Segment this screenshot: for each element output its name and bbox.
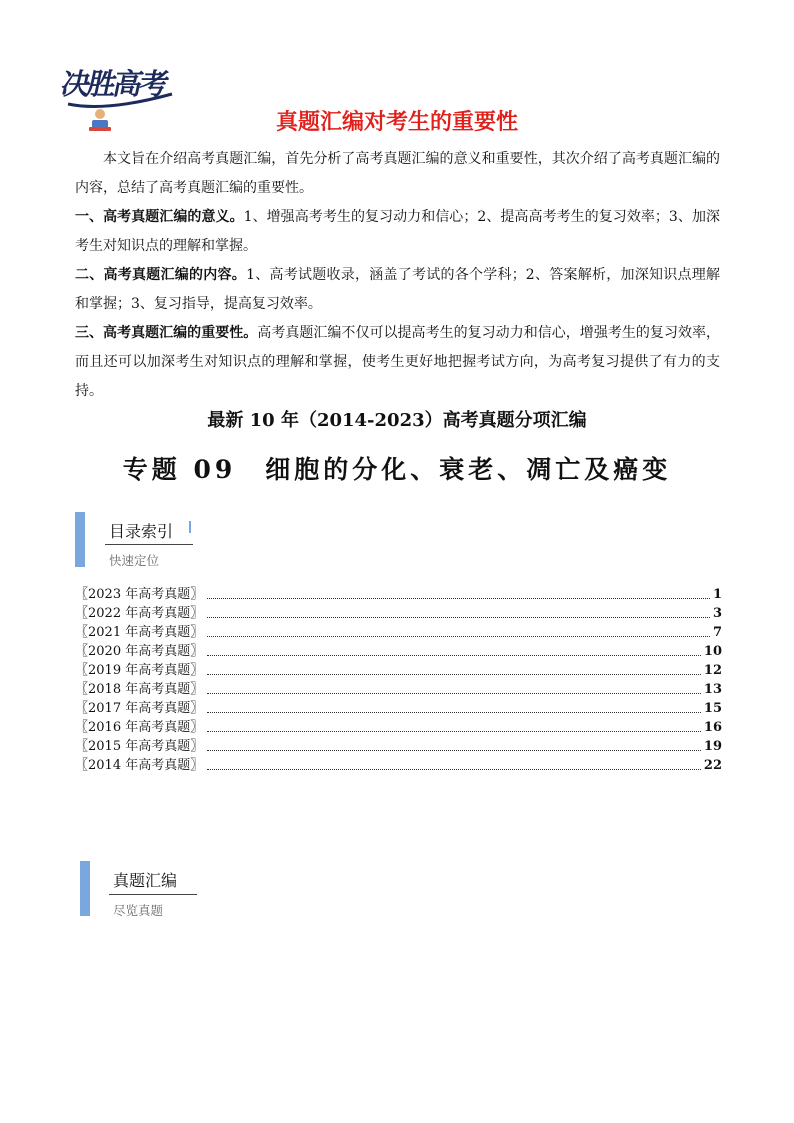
toc-page: 16 <box>703 720 722 735</box>
toc-page: 22 <box>703 758 722 773</box>
section-body-3: 高考真题汇编不仅可以提高考生的复习动力和信心，增强考生的复习效率，而且还可以加深考生对知识点的理解和掌握，使考生更好地把握考试方向，为高考复习提供了有力的支持。 <box>75 325 721 399</box>
toc-leader <box>207 673 701 675</box>
section-heading-3: 三、高考真题汇编的重要性。 <box>75 325 258 341</box>
toc-section-divider <box>105 544 193 545</box>
toc-page: 12 <box>703 663 722 678</box>
toc-leader <box>207 692 701 694</box>
toc-page: 15 <box>703 701 722 716</box>
toc-leader <box>207 749 701 751</box>
toc-leader <box>207 730 701 732</box>
toc-label: 〖2016 年高考真题〗 <box>75 720 204 735</box>
toc-label: 〖2015 年高考真题〗 <box>75 739 204 754</box>
toc-row[interactable] <box>75 718 722 737</box>
toc-label: 〖2017 年高考真题〗 <box>75 701 204 716</box>
toc-label: 〖2020 年高考真题〗 <box>75 644 204 659</box>
toc-label: 〖2014 年高考真题〗 <box>75 758 204 773</box>
toc-leader <box>207 597 710 599</box>
toc-page: 3 <box>712 606 722 621</box>
main-title: 真题汇编对考生的重要性 <box>275 110 518 135</box>
toc-label: 〖2022 年高考真题〗 <box>75 606 204 621</box>
section-paragraph-3 <box>75 319 720 406</box>
toc-row[interactable] <box>75 642 722 661</box>
toc-section-header <box>75 512 205 567</box>
exam-section-heading: 真题汇编 <box>113 871 178 890</box>
intro-paragraph: 本文旨在介绍高考真题汇编，首先分析了高考真题汇编的意义和重要性，其次介绍了高考真题汇编的内容，总结了高考真题汇编的重要性。 <box>75 151 720 196</box>
toc-section-bar <box>75 512 85 567</box>
toc-label: 〖2023 年高考真题〗 <box>75 587 204 602</box>
topic-title: 专题 09 细胞的分化、衰老、凋亡及癌变 <box>122 455 672 484</box>
exam-section-sub: 尽览真题 <box>113 903 164 918</box>
toc-page: 13 <box>703 682 722 697</box>
toc-row[interactable] <box>75 623 722 642</box>
exam-section-divider <box>109 894 197 895</box>
section-paragraph-1 <box>75 203 720 261</box>
section-heading-2: 二、高考真题汇编的内容。 <box>75 267 247 283</box>
toc-label: 〖2021 年高考真题〗 <box>75 625 204 640</box>
toc-row[interactable] <box>75 661 722 680</box>
toc-section-sub: 快速定位 <box>109 553 160 568</box>
toc-label: 〖2018 年高考真题〗 <box>75 682 204 697</box>
toc-row[interactable] <box>75 737 722 756</box>
toc-leader <box>207 616 710 618</box>
section-heading-1: 一、高考真题汇编的意义。 <box>75 209 244 225</box>
toc-leader <box>207 711 701 713</box>
logo-text: 决胜高考 <box>58 67 170 101</box>
toc-leader <box>207 635 710 637</box>
toc-leader <box>207 654 701 656</box>
toc-row[interactable] <box>75 585 722 604</box>
toc-section-tick <box>189 521 191 533</box>
toc-section-heading: 目录索引 <box>109 522 174 541</box>
section-paragraph-2 <box>75 261 720 319</box>
toc-page: 1 <box>712 587 722 602</box>
toc-page: 10 <box>703 644 722 659</box>
toc-row[interactable] <box>75 604 722 623</box>
toc-row[interactable] <box>75 680 722 699</box>
toc-page: 19 <box>703 739 722 754</box>
toc-leader <box>207 768 701 770</box>
table-of-contents <box>75 585 722 775</box>
toc-page: 7 <box>712 625 722 640</box>
toc-row[interactable] <box>75 699 722 718</box>
toc-row[interactable] <box>75 756 722 775</box>
section-body-2: 1、高考试题收录，涵盖了考试的各个学科；2、答案解析，加深知识点理解和掌握；3、复习指导，提高复习效率。 <box>75 267 721 312</box>
section-body-1: 1、增强高考考生的复习动力和信心；2、提高高考考生的复习效率；3、加深考生对知识点的理解和掌握。 <box>75 209 720 254</box>
exam-section-bar <box>80 861 90 916</box>
exam-section-header <box>80 861 210 916</box>
subtitle: 最新 10 年（2014-2023）高考真题分项汇编 <box>207 410 587 431</box>
toc-label: 〖2019 年高考真题〗 <box>75 663 204 678</box>
